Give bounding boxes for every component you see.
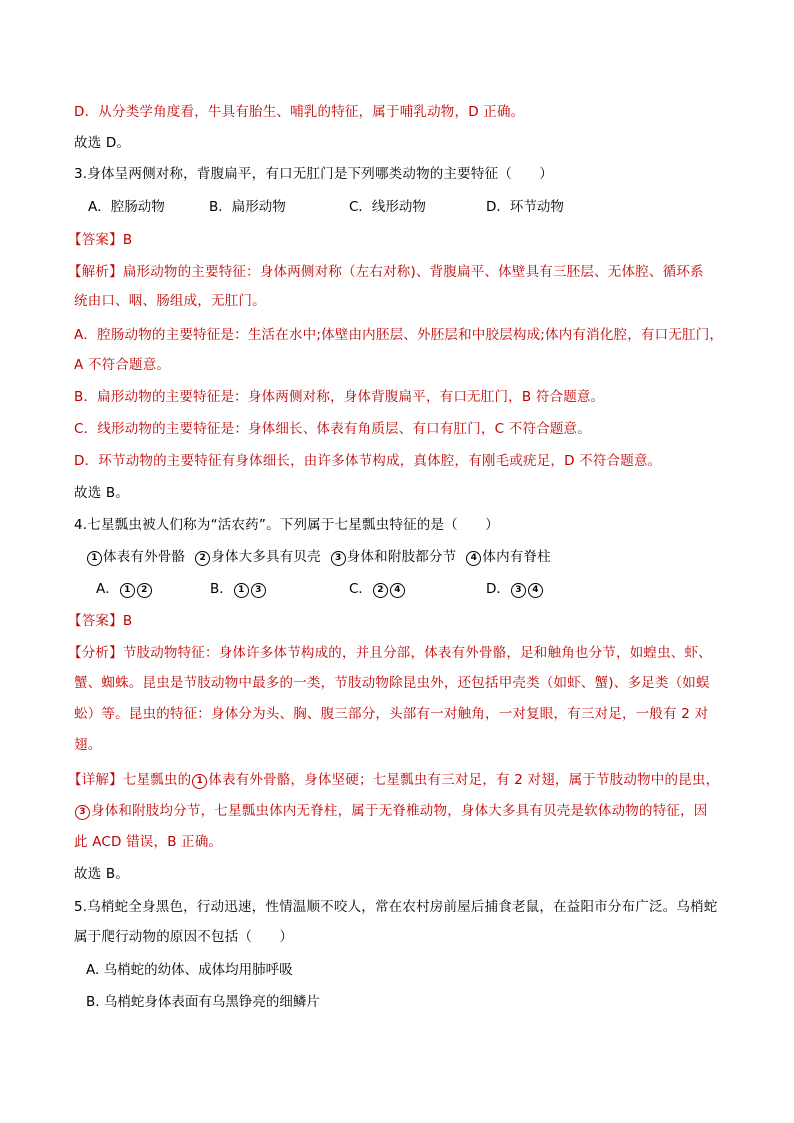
circled-number: 4	[528, 583, 543, 598]
q4-xiangjie	[68, 770, 719, 790]
q4-option-d	[486, 579, 544, 599]
text-line: 故选 B。	[74, 866, 130, 882]
xiangjie-text: 七星瓢虫的	[122, 772, 192, 788]
q3-option-c: C．线形动物	[349, 199, 426, 215]
q4-fenxi	[68, 643, 712, 663]
question-5-stem: 5.乌梢蛇全身黑色，行动迅速，性情温顺不咬人，常在农村房前屋后捕食老鼠，在益阳市分布广泛。乌梢蛇	[74, 899, 718, 915]
analysis-tag: 【解析】	[68, 264, 123, 280]
circled-number: 2	[137, 583, 152, 598]
q3-answer	[68, 230, 132, 250]
circled-number: 3	[251, 583, 266, 598]
xiangjie-text: 身体和附肢均分节，七星瓢虫体内无脊柱，属于无脊椎动物，身体大多具有贝壳是软体动物的特征，因	[91, 803, 708, 819]
circled-number: 1	[87, 551, 102, 566]
text-line: B．扁形动物的主要特征是：身体两侧对称，身体背腹扁平，有口无肛门，B 符合题意。	[74, 389, 605, 405]
q5-option-b: B. 乌梢蛇身体表面有乌黑铮亮的细鳞片	[86, 994, 320, 1010]
text-line: 此 ACD 错误，B 正确。	[74, 834, 223, 850]
option-letter: D．	[486, 581, 510, 597]
item-text: 体内有脊柱	[482, 549, 551, 565]
text-line: 蚣）等。昆虫的特征：身体分为头、胸、腹三部分，头部有一对触角，一对复眼，有三对足，一般有 2 对	[74, 706, 709, 722]
circled-number: 1	[120, 583, 135, 598]
circled-number: 4	[390, 583, 405, 598]
text-line: D．环节动物的主要特征有身体细长，由许多体节构成，真体腔，有刚毛或疣足，D 不符合题意。	[74, 453, 662, 469]
circled-number: 1	[192, 774, 207, 789]
q4-option-b	[210, 579, 267, 599]
q3-option-d: D．环节动物	[486, 199, 564, 215]
answer-value: B	[122, 613, 133, 629]
question-5-stem: 属于爬行动物的原因不包括（ ）	[74, 929, 294, 945]
option-letter: B．	[210, 581, 233, 597]
text-line: 蟹、蜘蛛。昆虫是节肢动物中最多的一类，节肢动物除昆虫外，还包括甲壳类（如虾、蟹)、多足类（如蜈	[74, 675, 710, 691]
answer-tag: 【答案】	[68, 232, 123, 248]
circled-number: 3	[75, 805, 90, 820]
q4-option-c	[349, 579, 406, 599]
answer-value: B	[122, 232, 133, 248]
circled-number: 4	[466, 551, 481, 566]
text-line: 统由口、咽、肠组成，无肛门。	[74, 293, 266, 309]
q3-analysis	[68, 262, 704, 282]
text-line: A．腔肠动物的主要特征是：生活在水中;体壁由内胚层、外胚层和中胶层构成;体内有消化腔，有口无肛门，	[74, 327, 724, 343]
text-line: 故选 D。	[74, 135, 131, 151]
q3-option-b: B．扁形动物	[209, 199, 286, 215]
text-line: D．从分类学角度看，牛具有胎生、哺乳的特征，属于哺乳动物，D 正确。	[74, 104, 525, 120]
text-line	[74, 801, 708, 821]
text-line: C．线形动物的主要特征是：身体细长、体表有角质层、有口有肛门，C 不符合题意。	[74, 421, 591, 437]
analysis-text: 扁形动物的主要特征：身体两侧对称（左右对称)、背腹扁平、体壁具有三胚层、无体腔、循环系	[122, 264, 704, 280]
q4-option-a	[96, 579, 153, 599]
q4-answer	[68, 611, 132, 631]
xiangjie-text: 体表有外骨骼，身体坚硬；七星瓢虫有三对足，有 2 对翅，属于节肢动物中的昆虫，	[208, 772, 720, 788]
text-line: 翅。	[74, 737, 102, 753]
xiangjie-tag: 【详解】	[68, 772, 123, 788]
answer-tag: 【答案】	[68, 613, 123, 629]
text-line: A 不符合题意。	[74, 357, 171, 373]
circled-number: 3	[511, 583, 526, 598]
q4-items	[86, 547, 551, 567]
option-letter: C．	[349, 581, 372, 597]
circled-number: 1	[234, 583, 249, 598]
option-letter: A．	[96, 581, 119, 597]
question-4-stem: 4.七星瓢虫被人们称为“活农药”。下列属于七星瓢虫特征的是（ ）	[74, 517, 499, 533]
question-3-stem: 3.身体呈两侧对称，背腹扁平，有口无肛门是下列哪类动物的主要特征（ ）	[74, 166, 554, 182]
fenxi-tag: 【分析】	[68, 645, 123, 661]
item-text: 身体大多具有贝壳	[211, 549, 321, 565]
fenxi-text: 节肢动物特征：身体许多体节构成的，并且分部，体表有外骨骼，足和触角也分节，如蝗虫、虾、	[122, 645, 712, 661]
item-text: 体表有外骨骼	[103, 549, 186, 565]
item-text: 身体和附肢都分节	[346, 549, 457, 565]
q5-option-a: A. 乌梢蛇的幼体、成体均用肺呼吸	[86, 962, 293, 978]
circled-number: 3	[331, 551, 346, 566]
q3-option-a: A．腔肠动物	[88, 199, 165, 215]
circled-number: 2	[373, 583, 388, 598]
circled-number: 2	[195, 551, 210, 566]
text-line: 故选 B。	[74, 485, 130, 501]
